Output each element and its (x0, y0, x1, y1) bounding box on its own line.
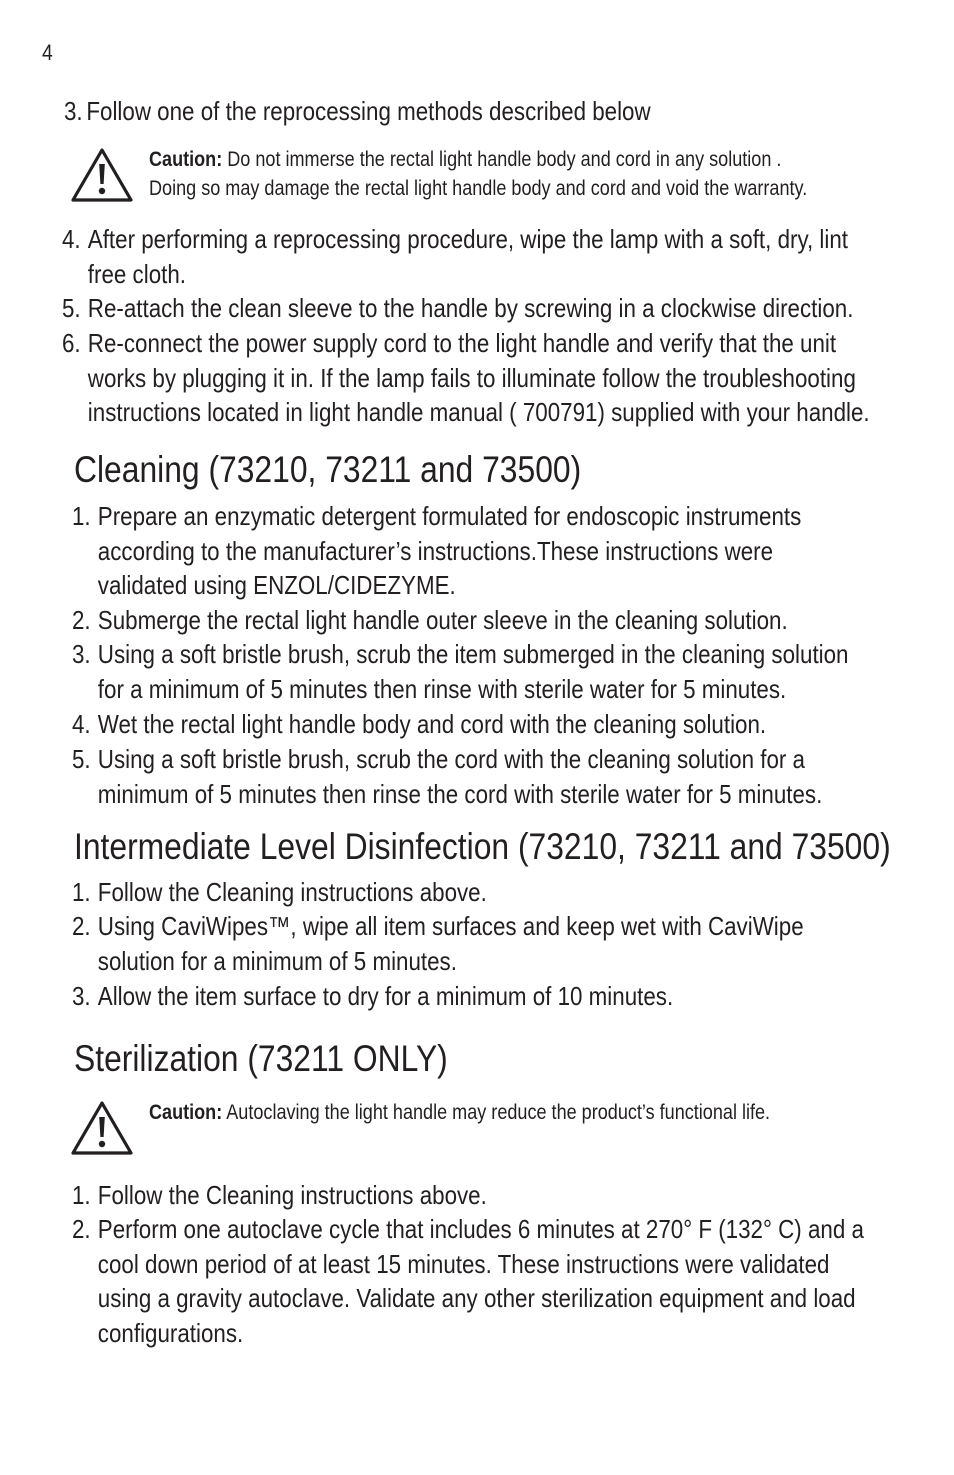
list-item-line: according to the manufacturer’s instructions.These instructions were (97, 535, 774, 566)
list-item-line: instructions located in light handle manual ( 700791) supplied with your handle. (87, 397, 870, 428)
caution-text (149, 146, 807, 203)
list-item (72, 603, 904, 638)
section-heading-disinfection: Intermediate Level Disinfection (73210, 73211 and 73500) (74, 826, 891, 867)
list-item-line: Re-connect the power supply cord to the light handle and verify that the unit (87, 328, 837, 358)
caution-text (149, 1099, 770, 1128)
list-item-number: 5. (72, 744, 91, 774)
list-item-line: Re-attach the clean sleeve to the handle by screwing in a clockwise direction. (87, 293, 854, 323)
list-item-line: Using a soft bristle brush, scrub the cord with the cleaning solution for a (97, 744, 806, 774)
list-item-number: 1. (72, 501, 91, 531)
list-item (62, 222, 954, 291)
list-item-number: 2. (72, 911, 91, 941)
list-item (62, 291, 954, 326)
list-item-line: Perform one autoclave cycle that includes 6 minutes at 270° F (132° C) and a (97, 1214, 864, 1244)
list-item-number: 6. (62, 328, 81, 358)
list-item (72, 875, 554, 910)
list-item (64, 94, 746, 129)
section-heading-sterilization: Sterilization (73211 ONLY) (74, 1038, 448, 1079)
list-item-line: Wet the rectal light handle body and cord with the cleaning solution. (97, 709, 767, 739)
caution-line: Do not immerse the rectal light handle body and cord in any solution . (227, 148, 782, 171)
list-item-line: configurations. (97, 1317, 244, 1348)
list-item (72, 909, 923, 978)
caution-line: Autoclaving the light handle may reduce the product’s functional life. (226, 1101, 771, 1124)
list-item-number: 2. (72, 605, 91, 635)
list-item-line: minimum of 5 minutes then rinse the cord with sterile water for 5 minutes. (97, 778, 823, 809)
list-item-line: Allow the item surface to dry for a minimum of 10 minutes. (97, 981, 674, 1011)
list-item (72, 637, 954, 706)
list-item-line: Follow one of the reprocessing methods described below (86, 96, 651, 126)
list-item-number: 3. (72, 639, 91, 669)
caution-line: Doing so may damage the rectal light handle body and cord and void the warranty. (149, 176, 808, 200)
list-item-number: 1. (72, 877, 91, 907)
list-item-line: Using CaviWipes™, wipe all item surfaces and keep wet with CaviWipe (97, 911, 804, 941)
caution-label: Caution: (149, 148, 223, 171)
list-item-line: for a minimum of 5 minutes then rinse with sterile water for 5 minutes. (97, 673, 787, 704)
warning-triangle-icon (70, 146, 134, 204)
list-item (72, 979, 771, 1014)
list-item-number: 4. (62, 224, 81, 254)
list-item-line: validated using ENZOL/CIDEZYME. (97, 570, 456, 601)
list-item (72, 499, 920, 603)
page-number: 4 (42, 40, 53, 65)
list-item-line: cool down period of at least 15 minutes. These instructions were validated (97, 1248, 830, 1279)
list-item-number: 4. (72, 709, 91, 739)
list-item-line: Prepare an enzymatic detergent formulated for endoscopic instruments (97, 501, 802, 531)
list-item-number: 5. (62, 293, 81, 323)
list-item (72, 742, 944, 811)
list-item-line: Submerge the rectal light handle outer sleeve in the cleaning solution. (97, 605, 788, 635)
list-item-number: 3. (72, 981, 91, 1011)
list-item (62, 326, 954, 430)
list-item-line: Using a soft bristle brush, scrub the item submerged in the cleaning solution (97, 639, 849, 669)
warning-triangle-icon (70, 1099, 134, 1157)
caution-label: Caution: (149, 1101, 223, 1124)
section-heading-cleaning: Cleaning (73210, 73211 and 73500) (74, 449, 582, 490)
list-item-line: After performing a reprocessing procedure, wipe the lamp with a soft, dry, lint (87, 224, 848, 254)
list-item (72, 1212, 954, 1350)
list-item (72, 1178, 554, 1213)
list-item-number: 1. (72, 1180, 91, 1210)
list-item (72, 707, 879, 742)
list-item-line: works by plugging it in. If the lamp fails to illuminate follow the troubleshooting (87, 362, 856, 393)
list-item-line: Follow the Cleaning instructions above. (97, 877, 487, 907)
list-item-number: 2. (72, 1214, 91, 1244)
list-item-line: free cloth. (87, 258, 186, 289)
list-item-line: solution for a minimum of 5 minutes. (97, 945, 457, 976)
list-item-number: 3. (64, 96, 83, 126)
list-item-line: Follow the Cleaning instructions above. (97, 1180, 487, 1210)
list-item-line: using a gravity autoclave. Validate any other sterilization equipment and load (97, 1283, 856, 1314)
